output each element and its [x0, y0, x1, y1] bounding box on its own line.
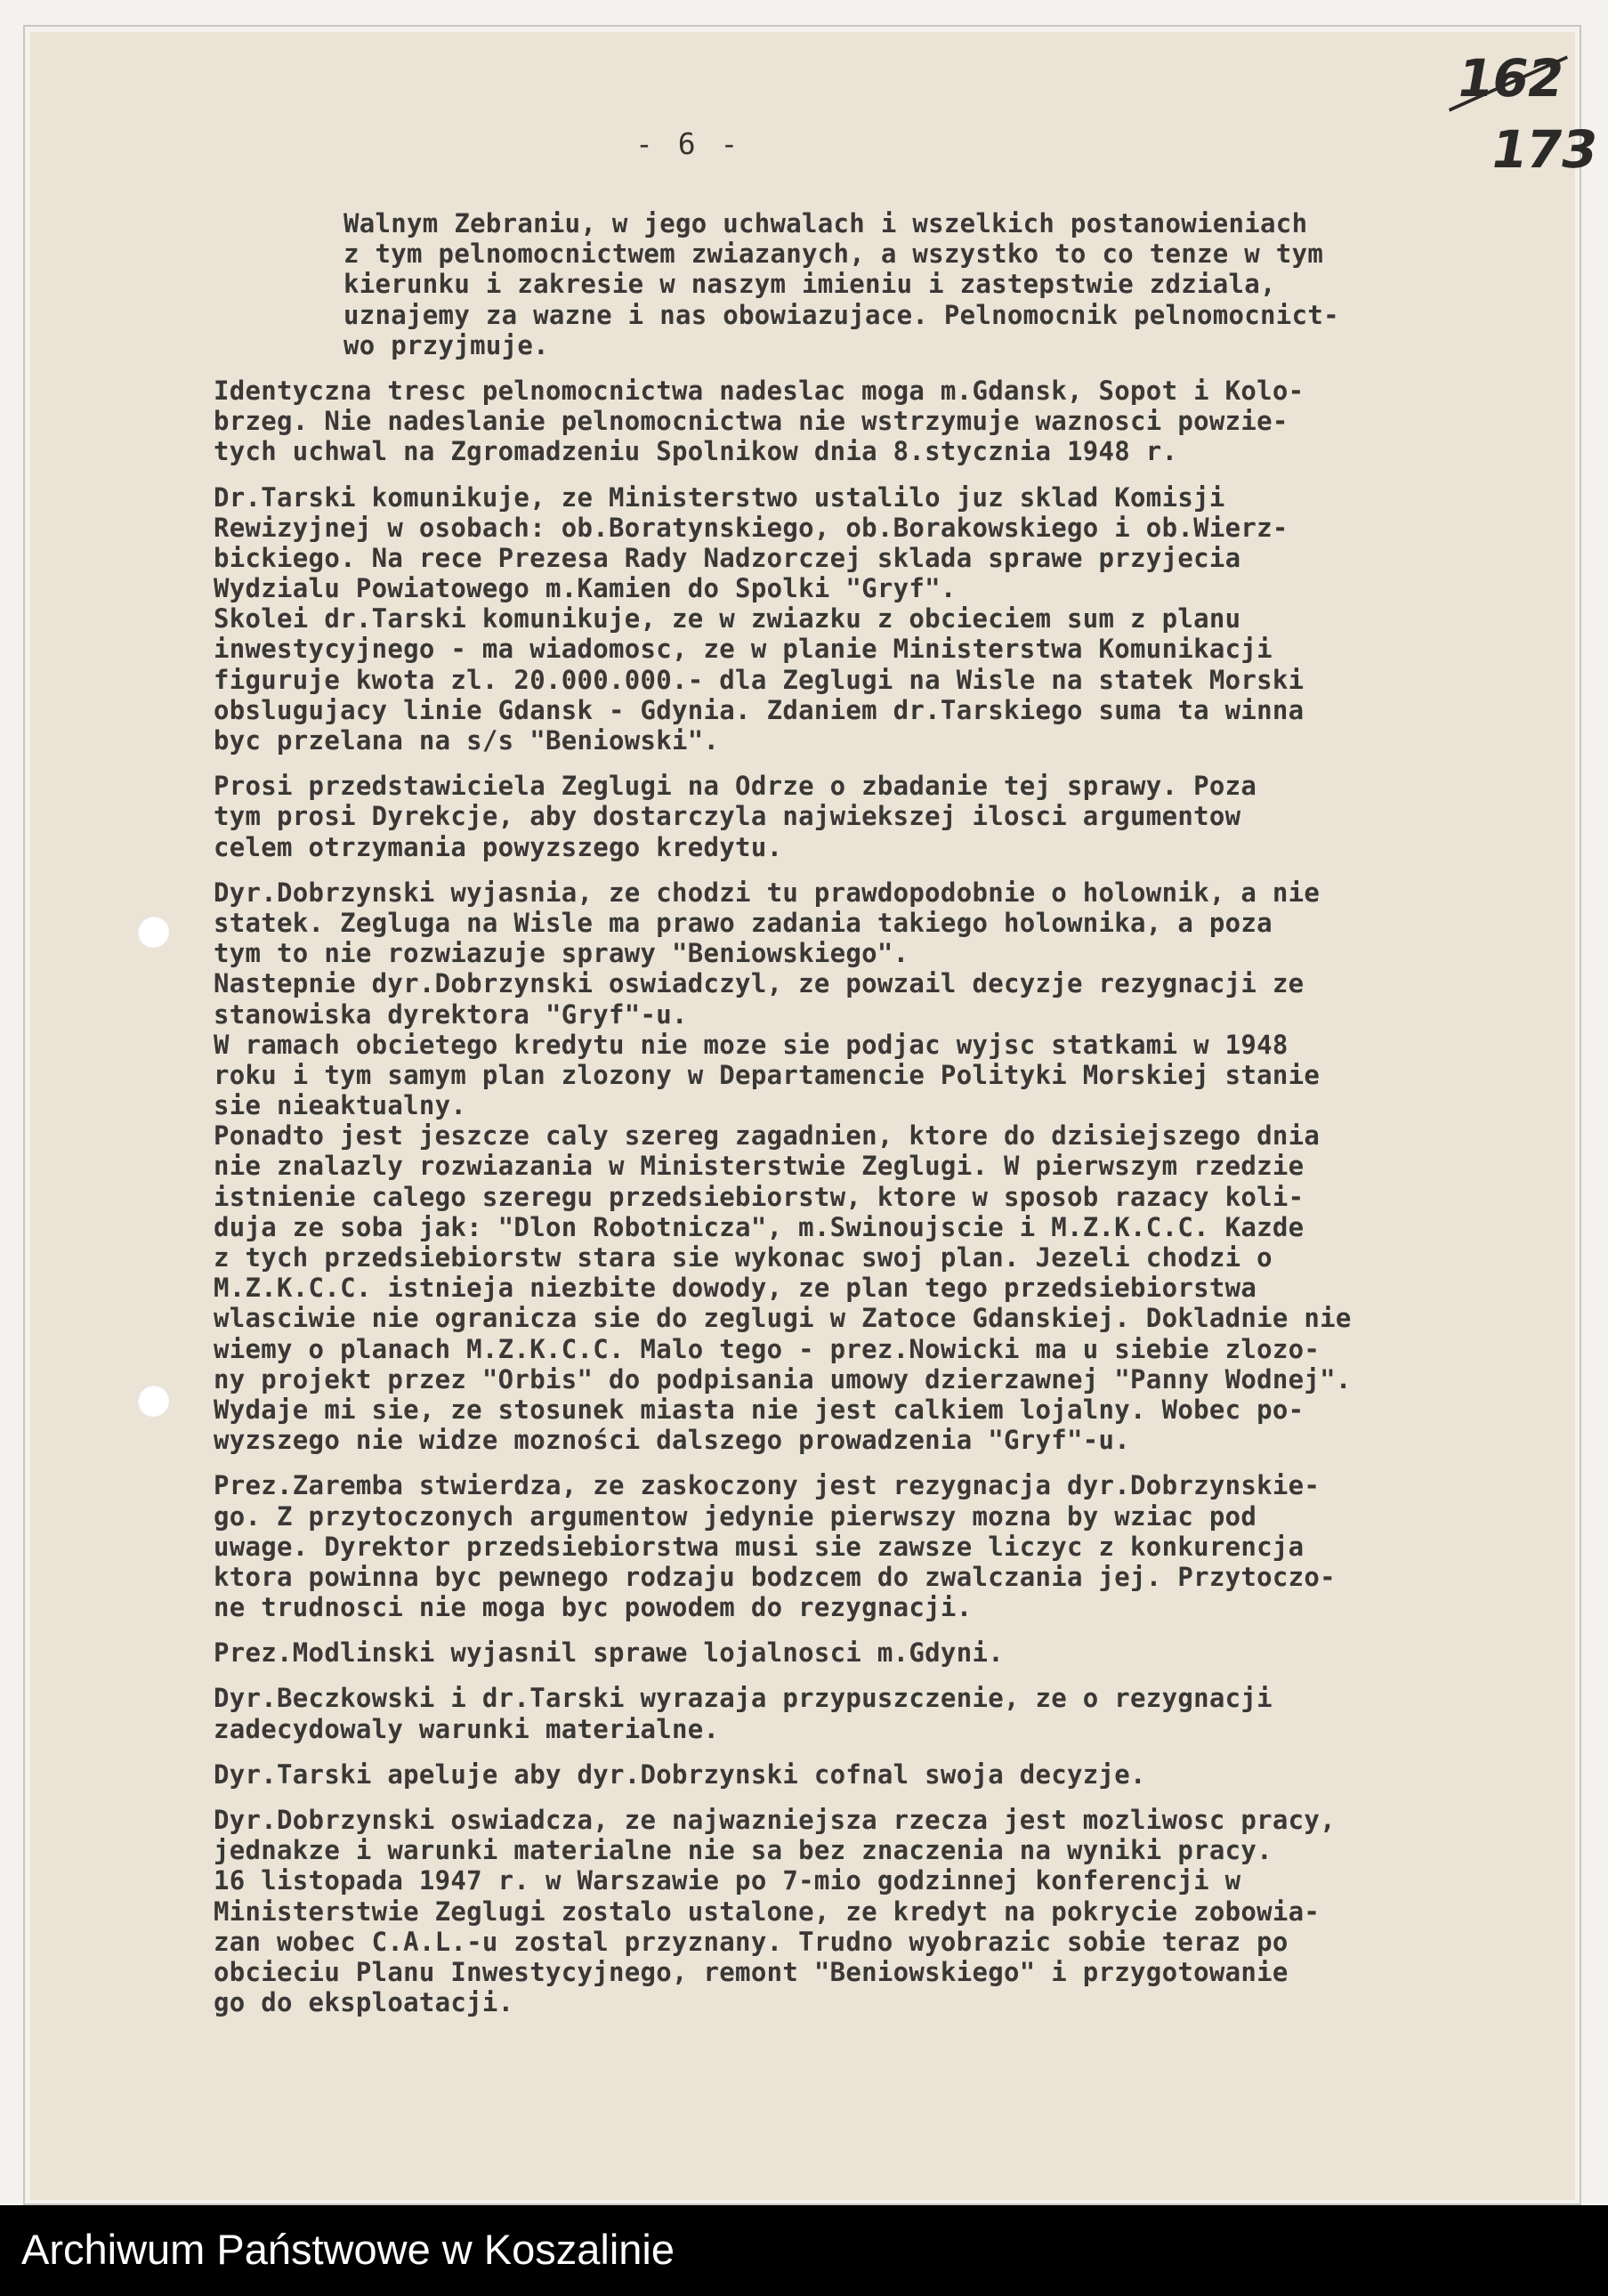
text-line: obslugujacy linie Gdansk - Gdynia. Zdaniem dr.Tarskiego suma ta winna — [214, 694, 1305, 725]
punch-hole-bottom — [137, 1385, 169, 1417]
archive-ref-old-text: 162 — [1452, 48, 1569, 109]
text-line: nie znalazly rozwiazania w Ministerstwie Zeglugi. W pierwszym rzedzie — [214, 1151, 1305, 1182]
text-line: jednakze i warunki materialne nie sa bez znaczenia na wyniki pracy. — [214, 1835, 1273, 1866]
paragraph — [214, 1683, 1548, 1743]
text-line: Dyr.Tarski apeluje aby dyr.Dobrzynski cofnal swoja decyzje. — [214, 1758, 1146, 1790]
text-line: bickiego. Na rece Prezesa Rady Nadzorczej sklada sprawe przyjecia — [214, 542, 1241, 573]
text-line: sie nieaktualny. — [214, 1090, 467, 1121]
text-line: wlasciwie nie ogranicza sie do zeglugi w Zatoce Gdanskiej. Dokladnie nie — [214, 1303, 1352, 1334]
text-line: Walnym Zebraniu, w jego uchwalach i wszelkich postanowieniach — [343, 208, 1308, 238]
text-line: tym prosi Dyrekcje, aby dostarczyla najwiekszej ilosci argumentow — [214, 801, 1241, 832]
text-line: Ministerstwie Zeglugi zostalo ustalone, ze kredyt na pokrycie zobowia- — [214, 1896, 1321, 1927]
paragraph — [214, 877, 1548, 1456]
text-line: zan wobec C.A.L.-u zostal przyznany. Trudno wyobrazic sobie teraz po — [214, 1926, 1289, 1957]
paragraph — [214, 1759, 1548, 1790]
text-line: wo przyjmuje. — [343, 329, 549, 360]
text-line: celem otrzymania powyzszego kredytu. — [214, 831, 783, 862]
text-line: Rewizyjnej w osobach: ob.Boratynskiego, ob.Borakowskiego i ob.Wierz- — [214, 512, 1289, 543]
text-line: Ponadto jest jeszcze caly szereg zagadnien, ktore do dzisiejszego dnia — [214, 1120, 1321, 1152]
text-line: kierunku i zakresie w naszym imieniu i zastepstwie zdziala, — [343, 269, 1276, 300]
text-line: Dyr.Dobrzynski wyjasnia, ze chodzi tu prawdopodobnie o holownik, a nie — [214, 877, 1321, 908]
text-line: Prez.Modlinski wyjasnil sprawe lojalnosci m.Gdyni. — [214, 1637, 1004, 1669]
text-line: Dr.Tarski komunikuje, ze Ministerstwo ustalilo juz sklad Komisji — [214, 481, 1225, 513]
text-line: istnienie calego szeregu przedsiebiorstw, ktore w sposob razacy koli- — [214, 1181, 1305, 1212]
footer-bar — [0, 2205, 1608, 2296]
text-line: ktora powinna byc pewnego rodzaju bodzcem do zwalczania jej. Przytoczo- — [214, 1561, 1336, 1592]
text-line: M.Z.K.C.C. istnieja niezbite dowody, ze plan tego przedsiebiorstwa — [214, 1273, 1257, 1304]
text-line: Wydaje mi sie, ze stosunek miasta nie jest calkiem lojalny. Wobec po- — [214, 1394, 1305, 1425]
text-line: Nastepnie dyr.Dobrzynski oswiadczyl, ze powzail decyzje rezygnacji ze — [214, 968, 1305, 999]
text-line: inwestycyjnego - ma wiadomosc, ze w planie Ministerstwa Komunikacji — [214, 634, 1273, 665]
text-line: tych uchwal na Zgromadzeniu Spolnikow dnia 8.stycznia 1948 r. — [214, 436, 1178, 467]
text-line: obcieciu Planu Inwestycyjnego, remont "Beniowskiego" i przygotowanie — [214, 1956, 1289, 1987]
text-line: go. Z przytoczonych argumentow jedynie pierwszy mozna by wziac pod — [214, 1500, 1257, 1532]
paragraph — [214, 376, 1548, 467]
text-line: uznajemy za wazne i nas obowiazujace. Pelnomocnik pelnomocnict- — [343, 299, 1339, 330]
text-line: z tych przedsiebiorstw stara sie wykonac swoj plan. Jezeli chodzi o — [214, 1242, 1273, 1273]
text-line: Prosi przedstawiciela Zeglugi na Odrze o zbadanie tej sprawy. Poza — [214, 771, 1257, 802]
text-line: ne trudnosci nie moga byc powodem do rezygnacji. — [214, 1592, 973, 1623]
text-line: Skolei dr.Tarski komunikuje, ze w zwiazku z obcieciem sum z planu — [214, 603, 1241, 635]
paragraph — [214, 1805, 1548, 2017]
text-line: Identyczna tresc pelnomocnictwa nadeslac moga m.Gdansk, Sopot i Kolo- — [214, 375, 1305, 406]
text-line: z tym pelnomocnictwem zwiazanych, a wszystko to co tenze w tym — [343, 238, 1324, 270]
paragraph — [214, 208, 1548, 360]
text-line: Wydzialu Powiatowego m.Kamien do Spolki "Gryf". — [214, 573, 957, 604]
text-line: duja ze soba jak: "Dlon Robotnicza", m.Swinoujscie i M.Z.K.C.C. Kazde — [214, 1211, 1305, 1242]
text-line: byc przelana na s/s "Beniowski". — [214, 725, 720, 756]
text-line: go do eksploatacji. — [214, 1987, 514, 2018]
text-line: W ramach obcietego kredytu nie moze sie podjac wyjsc statkami w 1948 — [214, 1029, 1289, 1060]
document-body — [214, 208, 1548, 2033]
paragraph — [214, 771, 1548, 862]
text-line: stanowiska dyrektora "Gryf"-u. — [214, 998, 688, 1030]
text-line: wyzszego nie widze mozności dalszego prowadzenia "Gryf"-u. — [214, 1425, 1131, 1456]
text-line: figuruje kwota zl. 20.000.000.- dla Zeglugi na Wisle na statek Morski — [214, 664, 1305, 695]
text-line: 16 listopada 1947 r. w Warszawie po 7-mio godzinnej konferencji w — [214, 1865, 1241, 1896]
text-line: brzeg. Nie nadeslanie pelnomocnictwa nie wstrzymuje waznosci powzie- — [214, 406, 1289, 437]
paragraph — [214, 482, 1548, 756]
text-line: Dyr.Beczkowski i dr.Tarski wyrazaja przypuszczenie, ze o rezygnacji — [214, 1683, 1273, 1714]
text-line: ny projekt przez "Orbis" do podpisania umowy dzierzawnej "Panny Wodnej". — [214, 1363, 1352, 1395]
archive-ref-old — [1452, 48, 1568, 109]
archive-name: Archiwum Państwowe w Koszalinie — [21, 2226, 675, 2273]
punch-hole-top — [137, 916, 169, 948]
paragraph — [214, 1637, 1548, 1668]
text-line: roku i tym samym plan zlozony w Departamencie Polityki Morskiej stanie — [214, 1059, 1321, 1090]
text-line: Prez.Zaremba stwierdza, ze zaskoczony jest rezygnacja dyr.Dobrzynskie- — [214, 1470, 1321, 1501]
text-line: statek. Zegluga na Wisle ma prawo zadania takiego holownika, a poza — [214, 907, 1273, 938]
text-line: wiemy o planach M.Z.K.C.C. Malo tego - prez.Nowicki ma u siebie zlozo- — [214, 1333, 1321, 1364]
page-number: - 6 - — [635, 126, 742, 161]
paragraph — [214, 1470, 1548, 1622]
archive-ref-new: 173 — [1486, 119, 1603, 180]
text-line: zadecydowaly warunki materialne. — [214, 1713, 720, 1744]
text-line: tym to nie rozwiazuje sprawy "Beniowskiego". — [214, 938, 909, 969]
text-line: Dyr.Dobrzynski oswiadcza, ze najwazniejsza rzecza jest mozliwosc pracy, — [214, 1805, 1336, 1835]
text-line: uwage. Dyrektor przedsiebiorstwa musi sie zawsze liczyc z konkurencja — [214, 1531, 1305, 1562]
